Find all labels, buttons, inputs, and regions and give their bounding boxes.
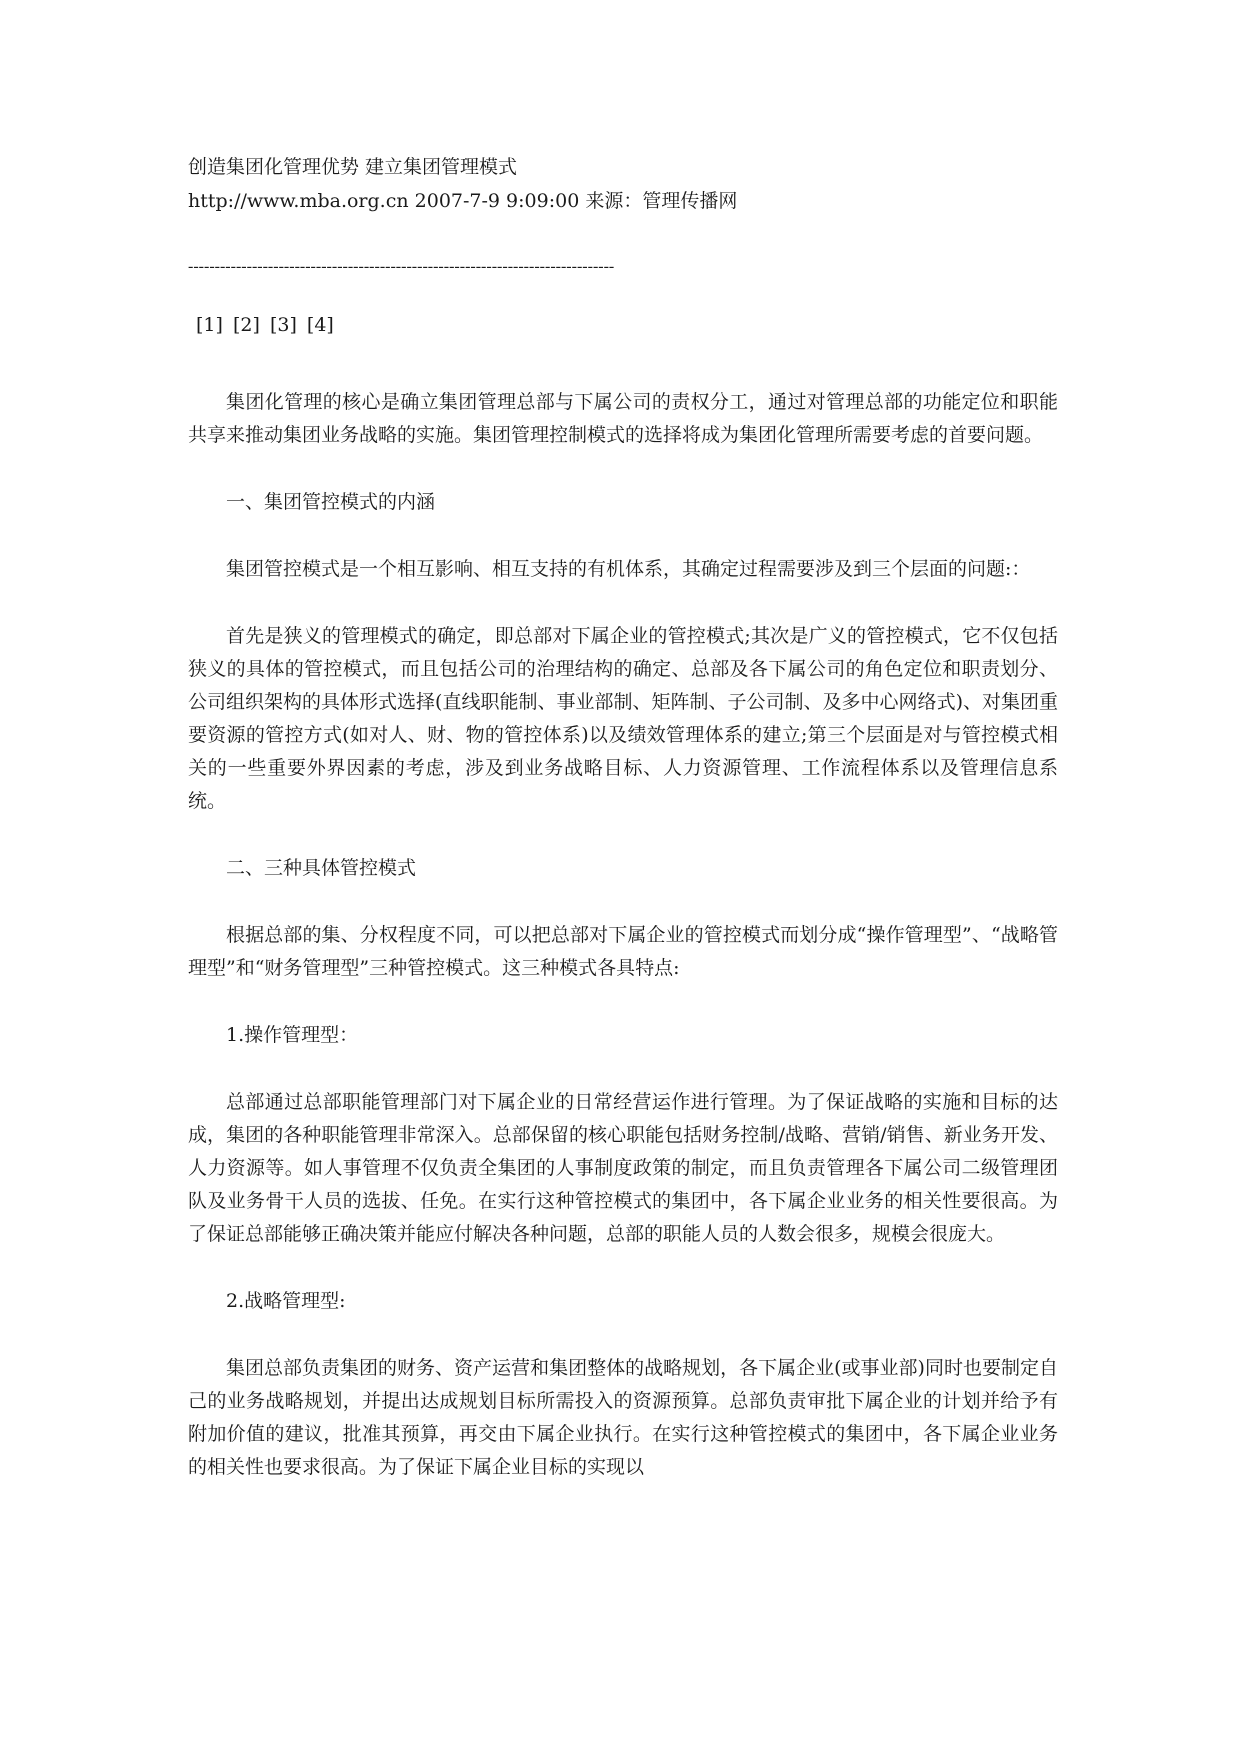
paragraph-2: 集团管控模式是一个相互影响、相互支持的有机体系，其确定过程需要涉及到三个层面的问题:： bbox=[226, 558, 1031, 580]
paragraph-intro: 集团化管理的核心是确立集团管理总部与下属公司的责权分工，通过对管理总部的功能定位和职能共享来推动集团业务战略的实施。集团管理控制模式的选择将成为集团化管理所需要考虑的首要问题。 bbox=[188, 391, 1058, 446]
page-link-4[interactable]: [4] bbox=[306, 314, 334, 336]
page-link-3[interactable]: [3] bbox=[269, 314, 297, 336]
paragraph-6: 集团总部负责集团的财务、资产运营和集团整体的战略规划，各下属企业(或事业部)同时也要制定自己的业务战略规划，并提出达成规划目标所需投入的资源预算。总部负责审批下属企业的计划并给予有附加价值的建议，批准其预算，再交由下属企业执行。在实行这种管控模式的集团中，各下属企业业务的相关性也要求很高。为了保证下属企业目标的实现以 bbox=[188, 1357, 1058, 1478]
article-body bbox=[188, 386, 1058, 1484]
page-navigation bbox=[196, 314, 1058, 336]
divider-line: -------------------------------------------------------------------------------- bbox=[188, 258, 615, 275]
subsection-heading-2: 2.战略管理型: bbox=[226, 1290, 346, 1312]
section-heading-1: 一、集团管控模式的内涵 bbox=[226, 491, 436, 513]
paragraph-5: 总部通过总部职能管理部门对下属企业的日常经营运作进行管理。为了保证战略的实施和目标的达成，集团的各种职能管理非常深入。总部保留的核心职能包括财务控制/战略、营销/销售、新业务开发、人力资源等。如人事管理不仅负责全集团的人事制度政策的制定，而且负责管理各下属公司二级管理团队及业务骨干人员的选拔、任免。在实行这种管控模式的集团中，各下属企业业务的相关性要很高。为了保证总部能够正确决策并能应付解决各种问题，总部的职能人员的人数会很多，规模会很庞大。 bbox=[188, 1091, 1058, 1245]
page-link-1[interactable]: [1] bbox=[196, 314, 223, 336]
page-link-2[interactable]: [2] bbox=[232, 314, 260, 336]
article-title: 创造集团化管理优势 建立集团管理模式 bbox=[188, 156, 518, 178]
section-heading-2: 二、三种具体管控模式 bbox=[226, 857, 417, 879]
article-meta: http://www.mba.org.cn 2007-7-9 9:09:00 来源：管理传播网 bbox=[188, 190, 738, 212]
paragraph-4: 根据总部的集、分权程度不同，可以把总部对下属企业的管控模式而划分成“操作管理型”、“战略管理型”和“财务管理型”三种管控模式。这三种模式各具特点: bbox=[188, 924, 1058, 979]
subsection-heading-1: 1.操作管理型： bbox=[226, 1024, 359, 1046]
document-page bbox=[188, 150, 1058, 1518]
paragraph-3: 首先是狭义的管理模式的确定，即总部对下属企业的管控模式;其次是广义的管控模式，它不仅包括狭义的具体的管控模式，而且包括公司的治理结构的确定、总部及各下属公司的角色定位和职责划分、公司组织架构的具体形式选择(直线职能制、事业部制、矩阵制、子公司制、及多中心网络式)、对集团重要资源的管控方式(如对人、财、物的管控体系)以及绩效管理体系的建立;第三个层面是对与管控模式相关的一些重要外界因素的考虑，涉及到业务战略目标、人力资源管理、工作流程体系以及管理信息系统。 bbox=[188, 625, 1058, 812]
